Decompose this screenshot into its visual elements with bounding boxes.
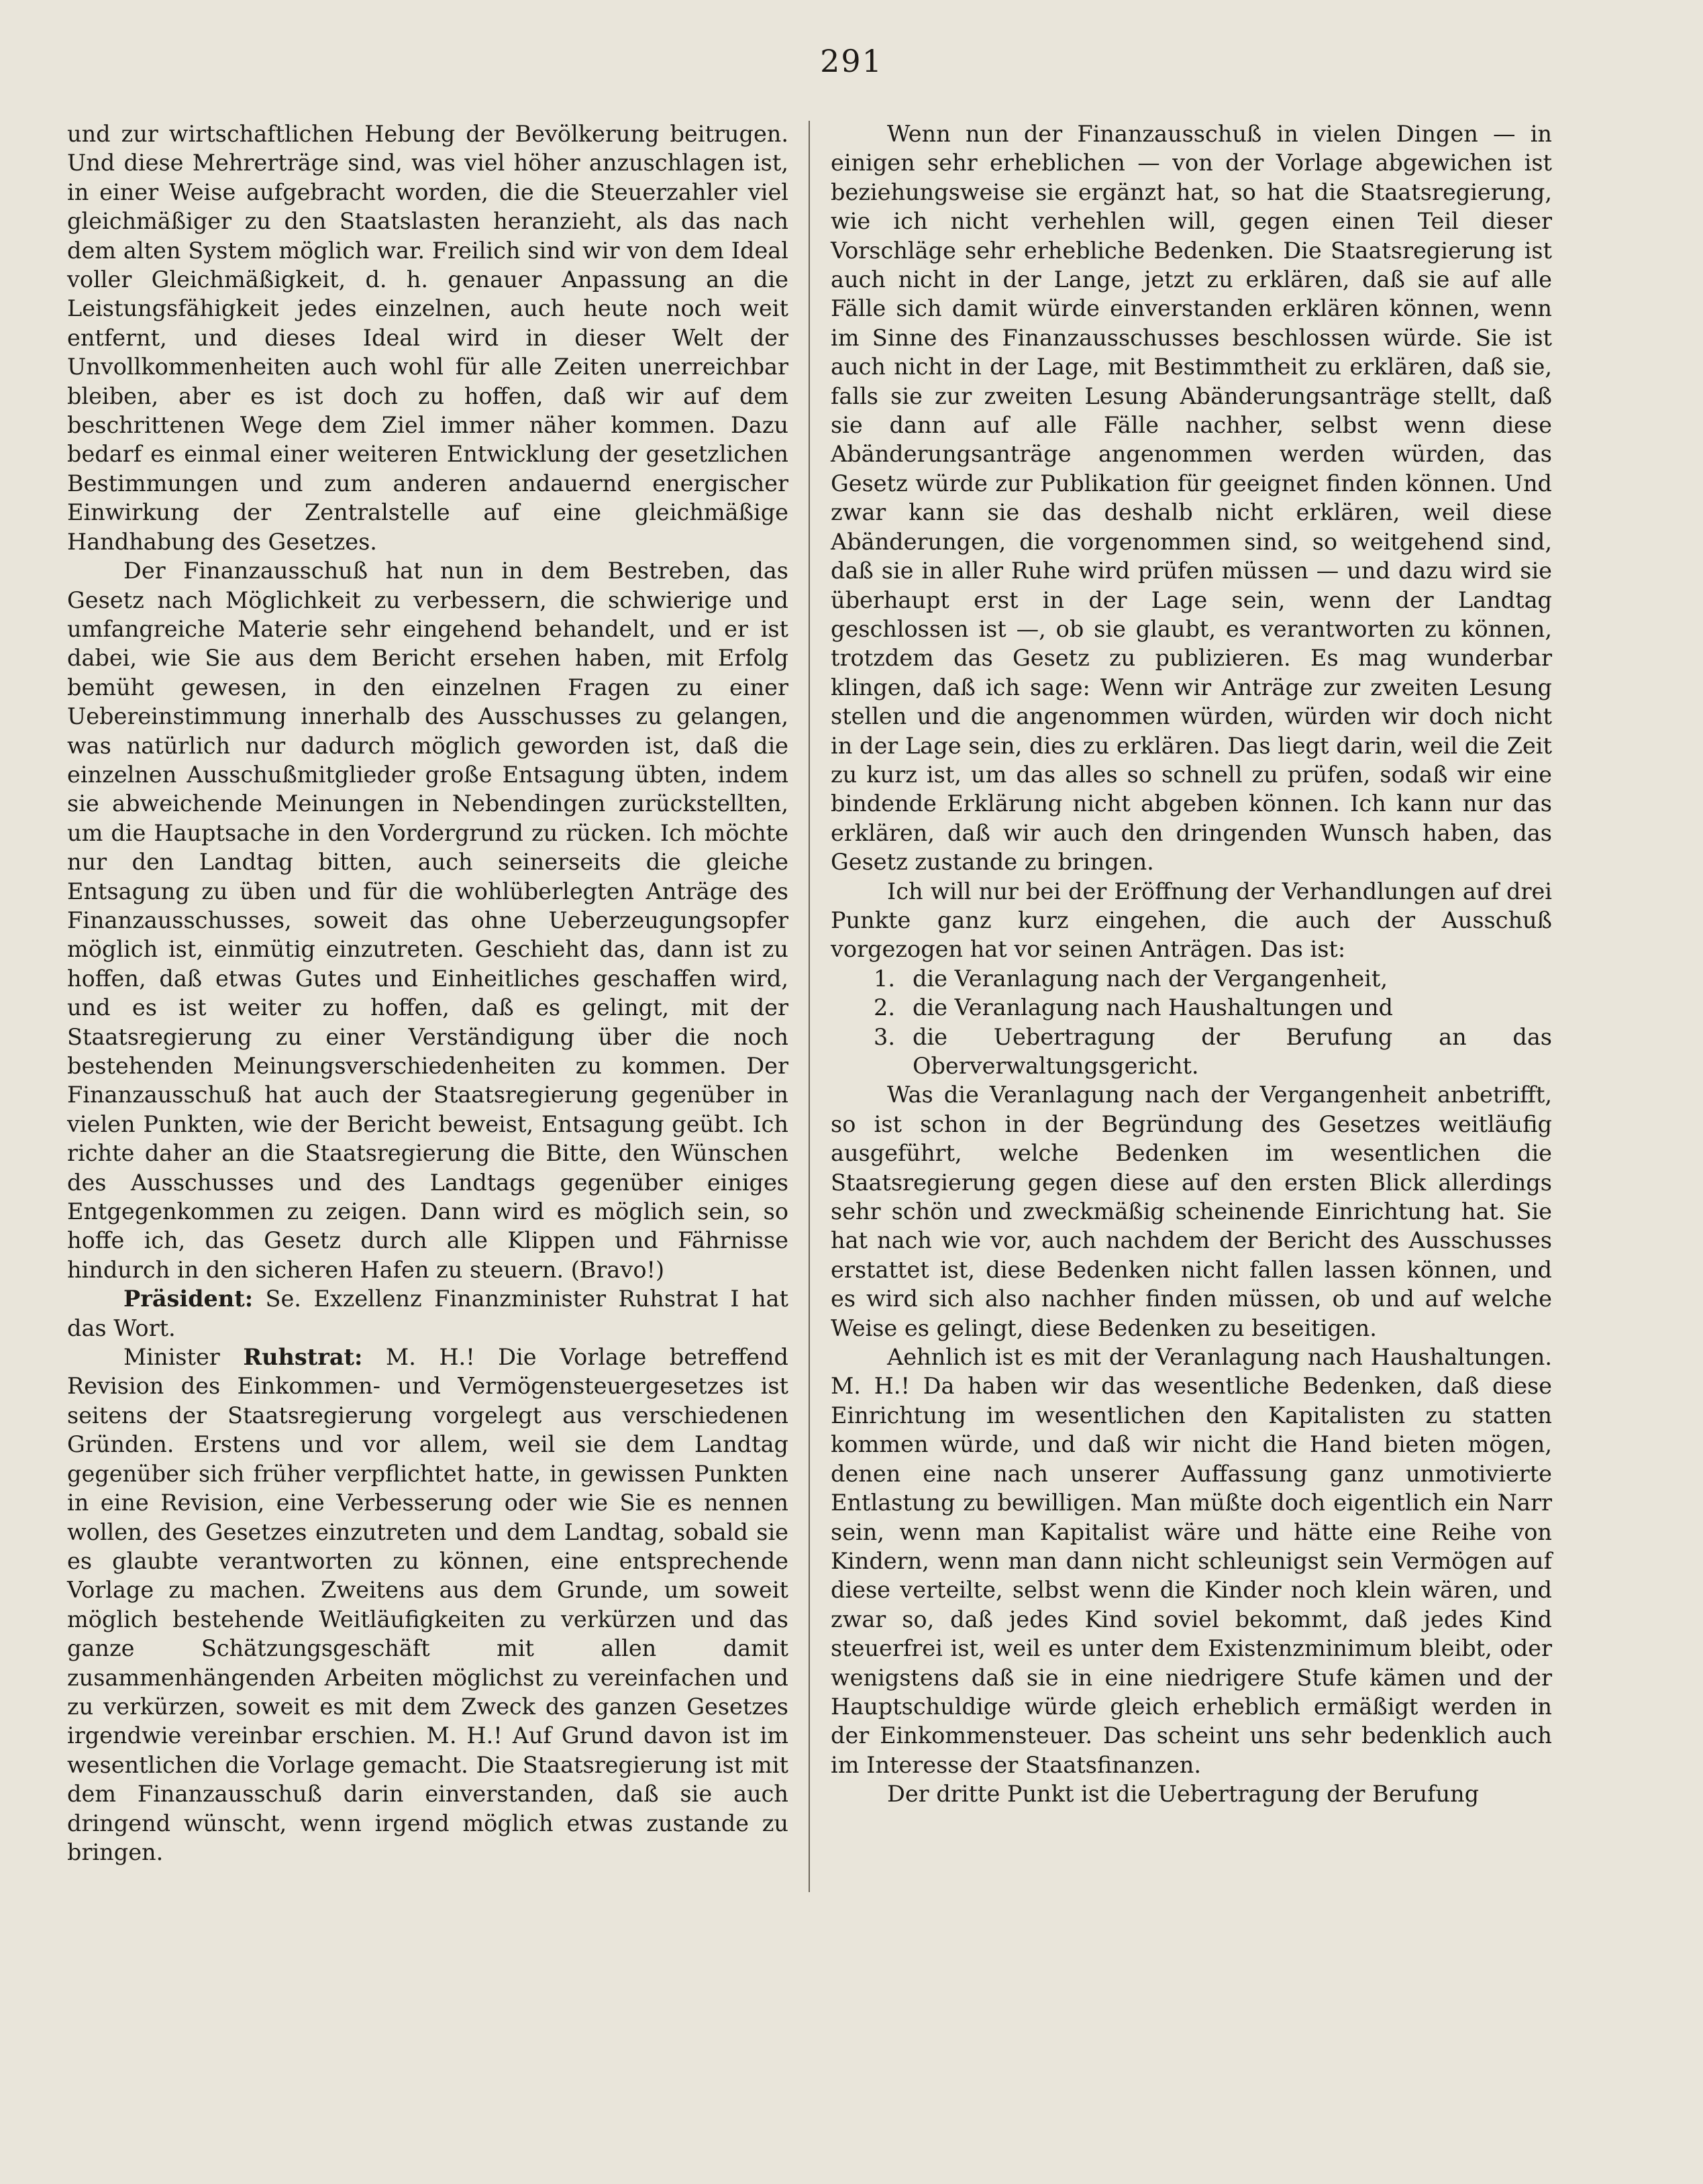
paragraph: Wenn nun der Finanzausschuß in vielen Dingen — in einigen sehr erheblichen — von der Vorlage abgewichen ist beziehungsweise sie ergänzt hat, so hat die Staatsregierung, wie ich nicht verhehlen will, gegen einen Teil dieser Vorschläge sehr erhebliche Bedenken. Die Staatsregierung ist auch nicht in der Lange, jetzt zu erklären, daß sie auf alle Fälle sich damit würde einverstanden erklären können, wenn im Sinne des Finanzausschusses beschlossen würde. Sie ist auch nicht in der Lage, mit Bestimmtheit zu erklären, daß sie, falls sie zur zweiten Lesung Abänderungsanträge stellt, daß sie dann auf alle Fälle nachher, selbst wenn diese Abänderungsanträge angenommen werden würden, das Gesetz würde zur Publikation für geeignet finden können. Und zwar kann sie das deshalb nicht erklären, weil diese Abänderungen, die vorgenommen sind, so weitgehend sind, daß sie in aller Ruhe wird prüfen müssen — und dazu wird sie überhaupt erst in der Lage sein, wenn der Landtag geschlossen ist —, ob sie glaubt, es verantworten zu können, trotzdem das Gesetz zu publizieren. Es mag wunderbar klingen, daß ich sage: Wenn wir Anträge zur zweiten Lesung stellen und die angenommen würden, würden wir doch nicht in der Lage sein, dies zu erklären. Das liegt darin, weil die Zeit zu kurz ist, um das alles so schnell zu prüfen, sodaß wir eine bindende Erklärung nicht abgeben können. Ich kann nur das erklären, daß wir auch den dringenden Wunsch haben, das Gesetz zustande zu bringen. xyxy=(831,121,1552,876)
page-number: 291 xyxy=(820,43,883,79)
list-number: 2. xyxy=(874,994,895,1021)
speaker-paragraph xyxy=(67,1284,788,1343)
paragraph: Aehnlich ist es mit der Veranlagung nach Haushaltungen. M. H.! Da haben wir das wesentliche Bedenken, daß diese Einrichtung im wesentlichen den Kapitalisten zu statten kommen würde, und daß wir nicht die Hand bieten mögen, denen eine nach unserer Auffassung ganz unmotivierte Entlastung zu bewilligen. Man müßte doch eigentlich ein Narr sein, wenn man Kapitalist wäre und hätte eine Reihe von Kindern, wenn man dann nicht schleunigst sein Vermögen auf diese verteilte, selbst wenn die Kinder noch klein wären, und zwar so, daß jedes Kind soviel bekommt, daß jedes Kind steuerfrei ist, weil es unter dem Existenzminimum bleibt, oder wenigstens daß sie in eine niedrigere Stufe kämen und der Hauptschuldige würde gleich erheblich ermäßigt werden in der Einkommensteuer. Das scheint uns sehr bedenklich auch im Interesse der Staatsfinanzen. xyxy=(831,1344,1552,1778)
list-text: die Veranlagung nach Haushaltungen und xyxy=(913,994,1393,1021)
list-item xyxy=(831,993,1552,1022)
list-item xyxy=(831,964,1552,993)
speaker-title: Minister xyxy=(123,1344,220,1371)
paragraph: Ich will nur bei der Eröffnung der Verhandlungen auf drei Punkte ganz kurz eingehen, die auch der Ausschuß vorgezogen hat vor seinen Anträgen. Das ist: xyxy=(831,878,1552,963)
right-column xyxy=(831,119,1552,1809)
paragraph: und zur wirtschaftlichen Hebung der Bevölkerung beitrugen. Und diese Mehrerträge sind, was viel höher anzuschlagen ist, in einer Weise aufgebracht worden, die die Steuerzahler viel gleichmäßiger zu den Staatslasten heranzieht, als das nach dem alten System möglich war. Freilich sind wir von dem Ideal voller Gleichmäßigkeit, d. h. genauer Anpassung an die Leistungsfähigkeit jedes einzelnen, auch heute noch weit entfernt, und dieses Ideal wird in dieser Welt der Unvollkommenheiten auch wohl für alle Zeiten unerreichbar bleiben, aber es ist doch zu hoffen, daß wir auf dem beschrittenen Wege dem Ziel immer näher kommen. Dazu bedarf es einmal einer weiteren Entwicklung der gesetzlichen Bestimmungen und zum anderen andauernd energischer Einwirkung der Zentralstelle auf eine gleichmäßige Handhabung des Gesetzes. xyxy=(67,121,788,555)
speaker-name: Ruhstrat: xyxy=(243,1344,363,1371)
paragraph: Was die Veranlagung nach der Vergangenheit anbetrifft, so ist schon in der Begründung des Gesetzes weitläufig ausgeführt, welche Bedenken im wesentlichen die Staatsregierung gegen diese auf den ersten Blick allerdings sehr schön und zweckmäßig scheinende Einrichtung hat. Sie hat nach wie vor, auch nachdem der Bericht des Ausschusses erstattet ist, diese Bedenken nicht fallen lassen können, und es wird sich also nachher finden müssen, ob und auf welche Weise es gelingt, diese Bedenken zu beseitigen. xyxy=(831,1082,1552,1341)
list-text: die Veranlagung nach der Vergangenheit, xyxy=(913,965,1388,992)
paragraph xyxy=(67,556,788,1284)
paragraph-text: M. H.! Die Vorlage betreffend Revision des Einkommen- und Vermögensteuergesetzes ist seitens der Staatsregierung vorgelegt aus verschiedenen Gründen. Erstens und vor allem, weil sie dem Landtag gegenüber sich früher verpflichtet hatte, in gewissen Punkten in eine Revision, eine Verbesserung oder wie Sie es nennen wollen, des Gesetzes einzutreten und dem Landtag, sobald sie es glaubte verantworten zu können, eine entsprechende Vorlage zu machen. Zweitens aus dem Grunde, um soweit möglich bestehende Weitläufigkeiten zu verkürzen und das ganze Schätzungsgeschäft mit allen damit zusammenhängenden Arbeiten möglichst zu vereinfachen und zu verkürzen, soweit es mit dem Zweck des ganzen Gesetzes irgendwie vereinbar erschien. M. H.! Auf Grund davon ist im wesentlichen die Vorlage gemacht. Die Staatsregierung ist mit dem Finanzausschuß darin einverstanden, daß sie auch dringend wünscht, wenn irgend möglich etwas zustande zu bringen. xyxy=(67,1344,789,1865)
list-number: 3. xyxy=(874,1023,895,1050)
paragraph-text: Se. Exzellenz Finanzminister Ruhstrat I hat das Wort. xyxy=(67,1286,788,1341)
speaker-paragraph xyxy=(67,1343,788,1867)
list-item xyxy=(831,1023,1552,1081)
paragraph: Der dritte Punkt ist die Uebertragung der Berufung xyxy=(887,1781,1480,1808)
interjection: (Bravo!) xyxy=(570,1256,665,1283)
list-text: die Uebertragung der Berufung an das Oberverwaltungsgericht. xyxy=(913,1023,1552,1079)
left-column xyxy=(67,119,788,1867)
list-number: 1. xyxy=(874,965,895,992)
column-divider xyxy=(809,121,810,1892)
speaker-label: Präsident: xyxy=(123,1286,254,1312)
paragraph-text: Der Finanzausschuß hat nun in dem Bestreben, das Gesetz nach Möglichkeit zu verbessern, die schwierige und umfangreiche Materie sehr eingehend behandelt, und er ist dabei, wie Sie aus dem Bericht ersehen haben, mit Erfolg bemüht gewesen, in den einzelnen Fragen zu einer Uebereinstimmung innerhalb des Ausschusses zu gelangen, was natürlich nur dadurch möglich geworden ist, daß die einzelnen Ausschußmitglieder große Entsagung übten, indem sie abweichende Meinungen in Nebendingen zurückstellten, um die Hauptsache in den Vordergrund zu rücken. Ich möchte nur den Landtag bitten, auch seinerseits die gleiche Entsagung zu üben und für die wohlüberlegten Anträge des Finanzausschusses, soweit das ohne Ueberzeugungsopfer möglich ist, einmütig einzutreten. Geschieht das, dann ist zu hoffen, daß etwas Gutes und Einheitliches geschaffen wird, und es ist weiter zu hoffen, daß es gelingt, mit der Staatsregierung zu einer Verständigung über die noch bestehenden Meinungsverschiedenheiten zu kommen. Der Finanzausschuß hat auch der Staatsregierung gegenüber in vielen Punkten, wie der Bericht beweist, Entsagung geübt. Ich richte daher an die Staatsregierung die Bitte, den Wünschen des Ausschusses und des Landtags gegenüber einiges Entgegenkommen zu zeigen. Dann wird es möglich sein, so hoffe ich, das Gesetz durch alle Klippen und Fährnisse hindurch in den sicheren Hafen zu steuern. xyxy=(67,558,788,1283)
numbered-list xyxy=(831,964,1552,1081)
